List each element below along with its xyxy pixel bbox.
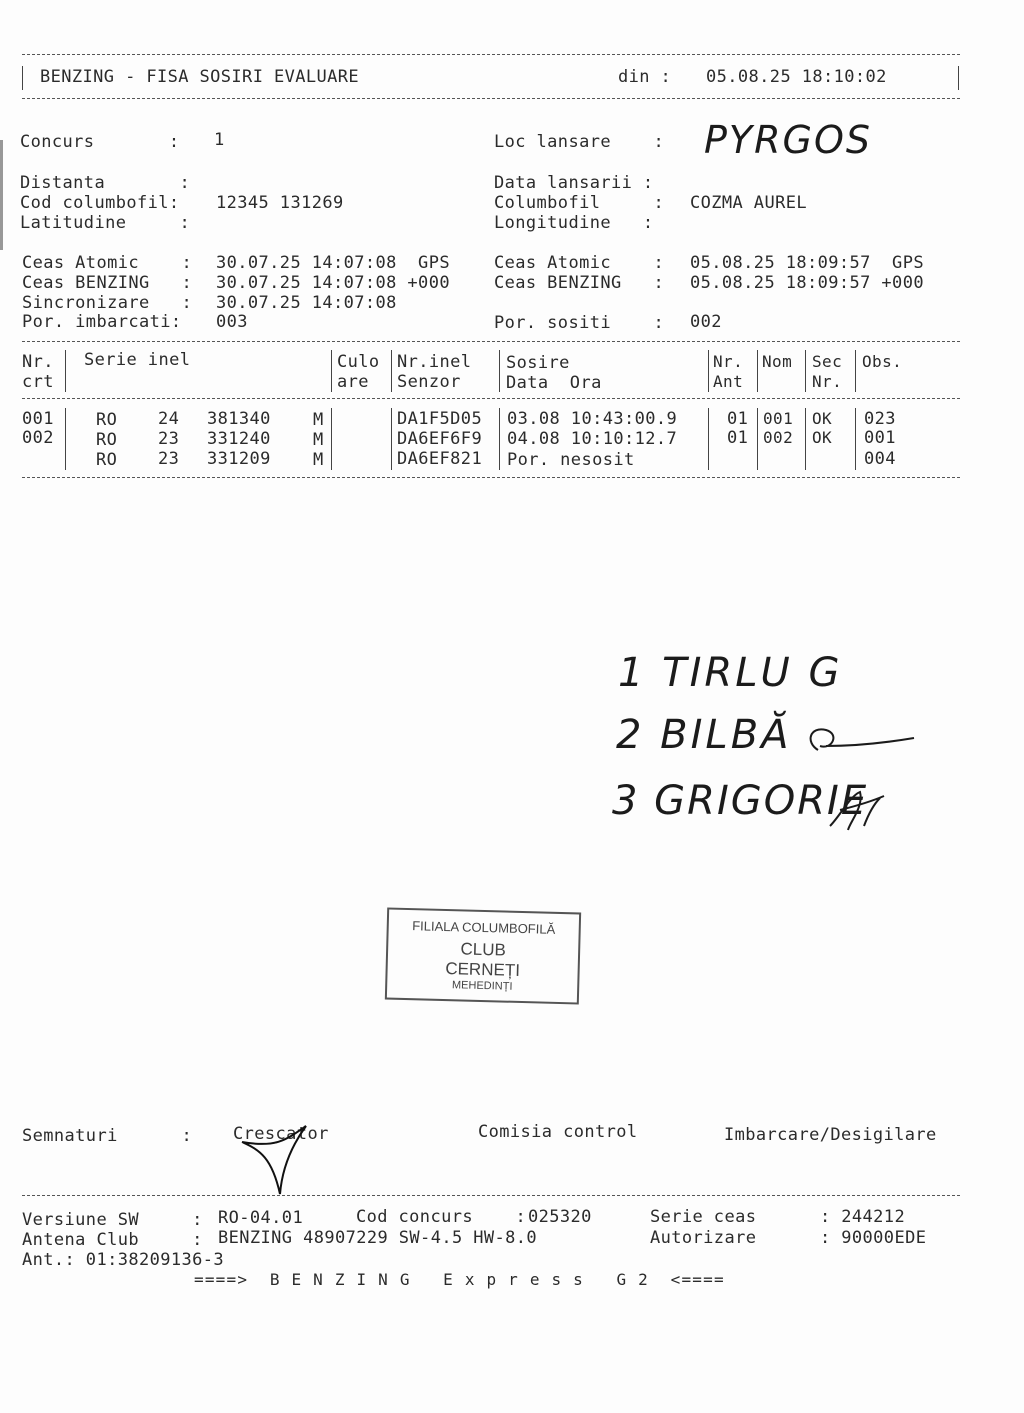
row-ring: 331209 <box>207 449 271 469</box>
versiune-label: Versiune SW : <box>22 1210 203 1230</box>
antena-label: Antena Club : <box>22 1230 203 1250</box>
row-arrival: Por. nesosit <box>507 450 635 470</box>
concurs-label: Concurs : <box>20 132 180 152</box>
table-bottom-border <box>22 477 960 478</box>
imbarcare-label: Imbarcare/Desigilare <box>724 1125 937 1145</box>
brand-line: ====> B E N Z I N G E x p r e s s G 2 <==== <box>194 1270 725 1289</box>
por-imbarcati-label: Por. imbarcati: <box>22 312 182 332</box>
row-ant: 01 <box>727 409 749 429</box>
row-sex: M <box>313 410 324 430</box>
columbofil-label: Columbofil : <box>494 193 665 213</box>
row-sensor: DA6EF6F9 <box>397 429 483 449</box>
cod-columbofil-value: 12345 131269 <box>216 193 344 213</box>
ceas-atomic-end-label: Ceas Atomic : <box>494 253 665 273</box>
report-date: 05.08.25 18:10:02 <box>706 67 887 87</box>
stamp-line-4: MEHEDINȚI <box>451 979 513 993</box>
row-obs: 023 <box>864 409 896 429</box>
ceas-benzing-end-label: Ceas BENZING : <box>494 273 665 293</box>
row-sex: M <box>313 430 324 450</box>
concurs-value: 1 <box>214 130 225 150</box>
row-year: 23 <box>158 449 180 469</box>
header-data-ora: Data Ora <box>506 373 602 393</box>
loc-lansare-handwritten: PYRGOS <box>704 118 873 162</box>
row-nr: 001 <box>22 409 54 429</box>
ceas-benzing-start-value: 30.07.25 14:07:08 +000 <box>216 273 450 293</box>
comisia-label: Comisia control <box>478 1122 638 1142</box>
header-culo: Culo <box>337 352 380 372</box>
sincronizare-value: 30.07.25 14:07:08 <box>216 293 397 313</box>
semnaturi-label: Semnaturi : <box>22 1126 193 1146</box>
header-top-border <box>22 54 960 55</box>
stamp-line-2: CLUB <box>460 939 507 960</box>
row-arrival: 03.08 10:43:00.9 <box>507 409 678 429</box>
row-year: 23 <box>158 429 180 449</box>
header-nr-inel: Nr.inel <box>397 352 472 372</box>
versiune-value: RO-04.01 <box>218 1208 304 1228</box>
columbofil-value: COZMA AUREL <box>690 193 807 213</box>
row-ring: 331240 <box>207 429 271 449</box>
handwritten-rank-2: 2 BILBĂ <box>616 712 792 758</box>
sincronizare-label: Sincronizare : <box>22 293 193 313</box>
header-crt: crt <box>22 372 54 392</box>
ceas-benzing-start-label: Ceas BENZING : <box>22 273 193 293</box>
header-nr: Nr. <box>22 352 54 372</box>
cod-columbofil-label: Cod columbofil: <box>20 193 180 213</box>
row-ring: 381340 <box>207 409 271 429</box>
ceas-atomic-start-value: 30.07.25 14:07:08 GPS <box>216 253 450 273</box>
serie-ceas-label: Serie ceas <box>650 1207 757 1227</box>
serie-ceas-value: : 244212 <box>820 1207 906 1227</box>
cod-concurs-value: 025320 <box>528 1207 592 1227</box>
header-bottom-border <box>22 98 960 99</box>
longitudine-label: Longitudine : <box>494 213 654 233</box>
row-country: RO <box>96 450 118 470</box>
cod-concurs-label: Cod concurs : <box>356 1207 527 1227</box>
header-ant: Ant <box>713 372 744 391</box>
handwritten-rank-1: 1 TIRLU G <box>618 650 843 696</box>
table-top-border <box>22 341 960 342</box>
header-nom: Nom <box>762 352 793 371</box>
header-obs: Obs. <box>862 352 903 371</box>
row-nom: 001 <box>763 409 794 428</box>
header-serie-inel: Serie inel <box>84 350 191 370</box>
loc-lansare-label: Loc lansare : <box>494 132 665 152</box>
row-sensor: DA1F5D05 <box>397 409 483 429</box>
footer-separator <box>22 1195 960 1196</box>
handwritten-rank-3: 3 GRIGORIE <box>612 778 869 824</box>
header-senzor: Senzor <box>397 372 461 392</box>
row-obs: 001 <box>864 428 896 448</box>
header-left-border <box>22 66 23 90</box>
crescator-signature <box>236 1120 316 1200</box>
row-ant: 01 <box>727 428 749 448</box>
club-stamp <box>385 907 581 1004</box>
header-nr-ant: Nr. <box>713 352 744 371</box>
signature-mark <box>820 786 890 836</box>
header-are: are <box>337 372 369 392</box>
ceas-atomic-end-value: 05.08.25 18:09:57 GPS <box>690 253 924 273</box>
por-sositi-label: Por. sositi : <box>494 313 665 333</box>
row-obs: 004 <box>864 449 896 469</box>
row-sec: OK <box>812 409 833 428</box>
row-sex: M <box>313 450 324 470</box>
header-sec-nr: Nr. <box>812 372 843 391</box>
header-sec: Sec <box>812 352 843 371</box>
row-arrival: 04.08 10:10:12.7 <box>507 429 678 449</box>
autorizare-value: : 90000EDE <box>820 1228 927 1248</box>
por-sositi-value: 002 <box>690 312 722 332</box>
report-title: BENZING - FISA SOSIRI EVALUARE <box>40 67 360 87</box>
row-nr: 002 <box>22 428 54 448</box>
antenna-id: Ant.: 01:38209136-3 <box>22 1250 225 1270</box>
header-right-border <box>958 66 959 90</box>
antena-value: BENZING 48907229 SW-4.5 HW-8.0 <box>218 1228 538 1248</box>
autorizare-label: Autorizare <box>650 1228 757 1248</box>
crescator-label: Crescator <box>233 1124 329 1144</box>
report-date-label: din : <box>618 67 672 87</box>
por-imbarcati-value: 003 <box>216 312 248 332</box>
data-lansarii-label: Data lansarii : <box>494 173 654 193</box>
binding-edge <box>0 140 3 250</box>
row-year: 24 <box>158 409 180 429</box>
stamp-line-1: FILIALA COLUMBOFILĂ <box>412 918 556 937</box>
row-country: RO <box>96 430 118 450</box>
row-sensor: DA6EF821 <box>397 449 483 469</box>
scribble-mark <box>800 720 920 760</box>
stamp-line-3: CERNEȚI <box>445 959 521 980</box>
row-country: RO <box>96 410 118 430</box>
latitudine-label: Latitudine : <box>20 213 191 233</box>
row-sec: OK <box>812 428 833 447</box>
row-nom: 002 <box>763 428 794 447</box>
header-sosire: Sosire <box>506 353 570 373</box>
distanta-label: Distanta : <box>20 173 191 193</box>
ceas-atomic-start-label: Ceas Atomic : <box>22 253 193 273</box>
ceas-benzing-end-value: 05.08.25 18:09:57 +000 <box>690 273 924 293</box>
table-header-border <box>22 398 960 399</box>
